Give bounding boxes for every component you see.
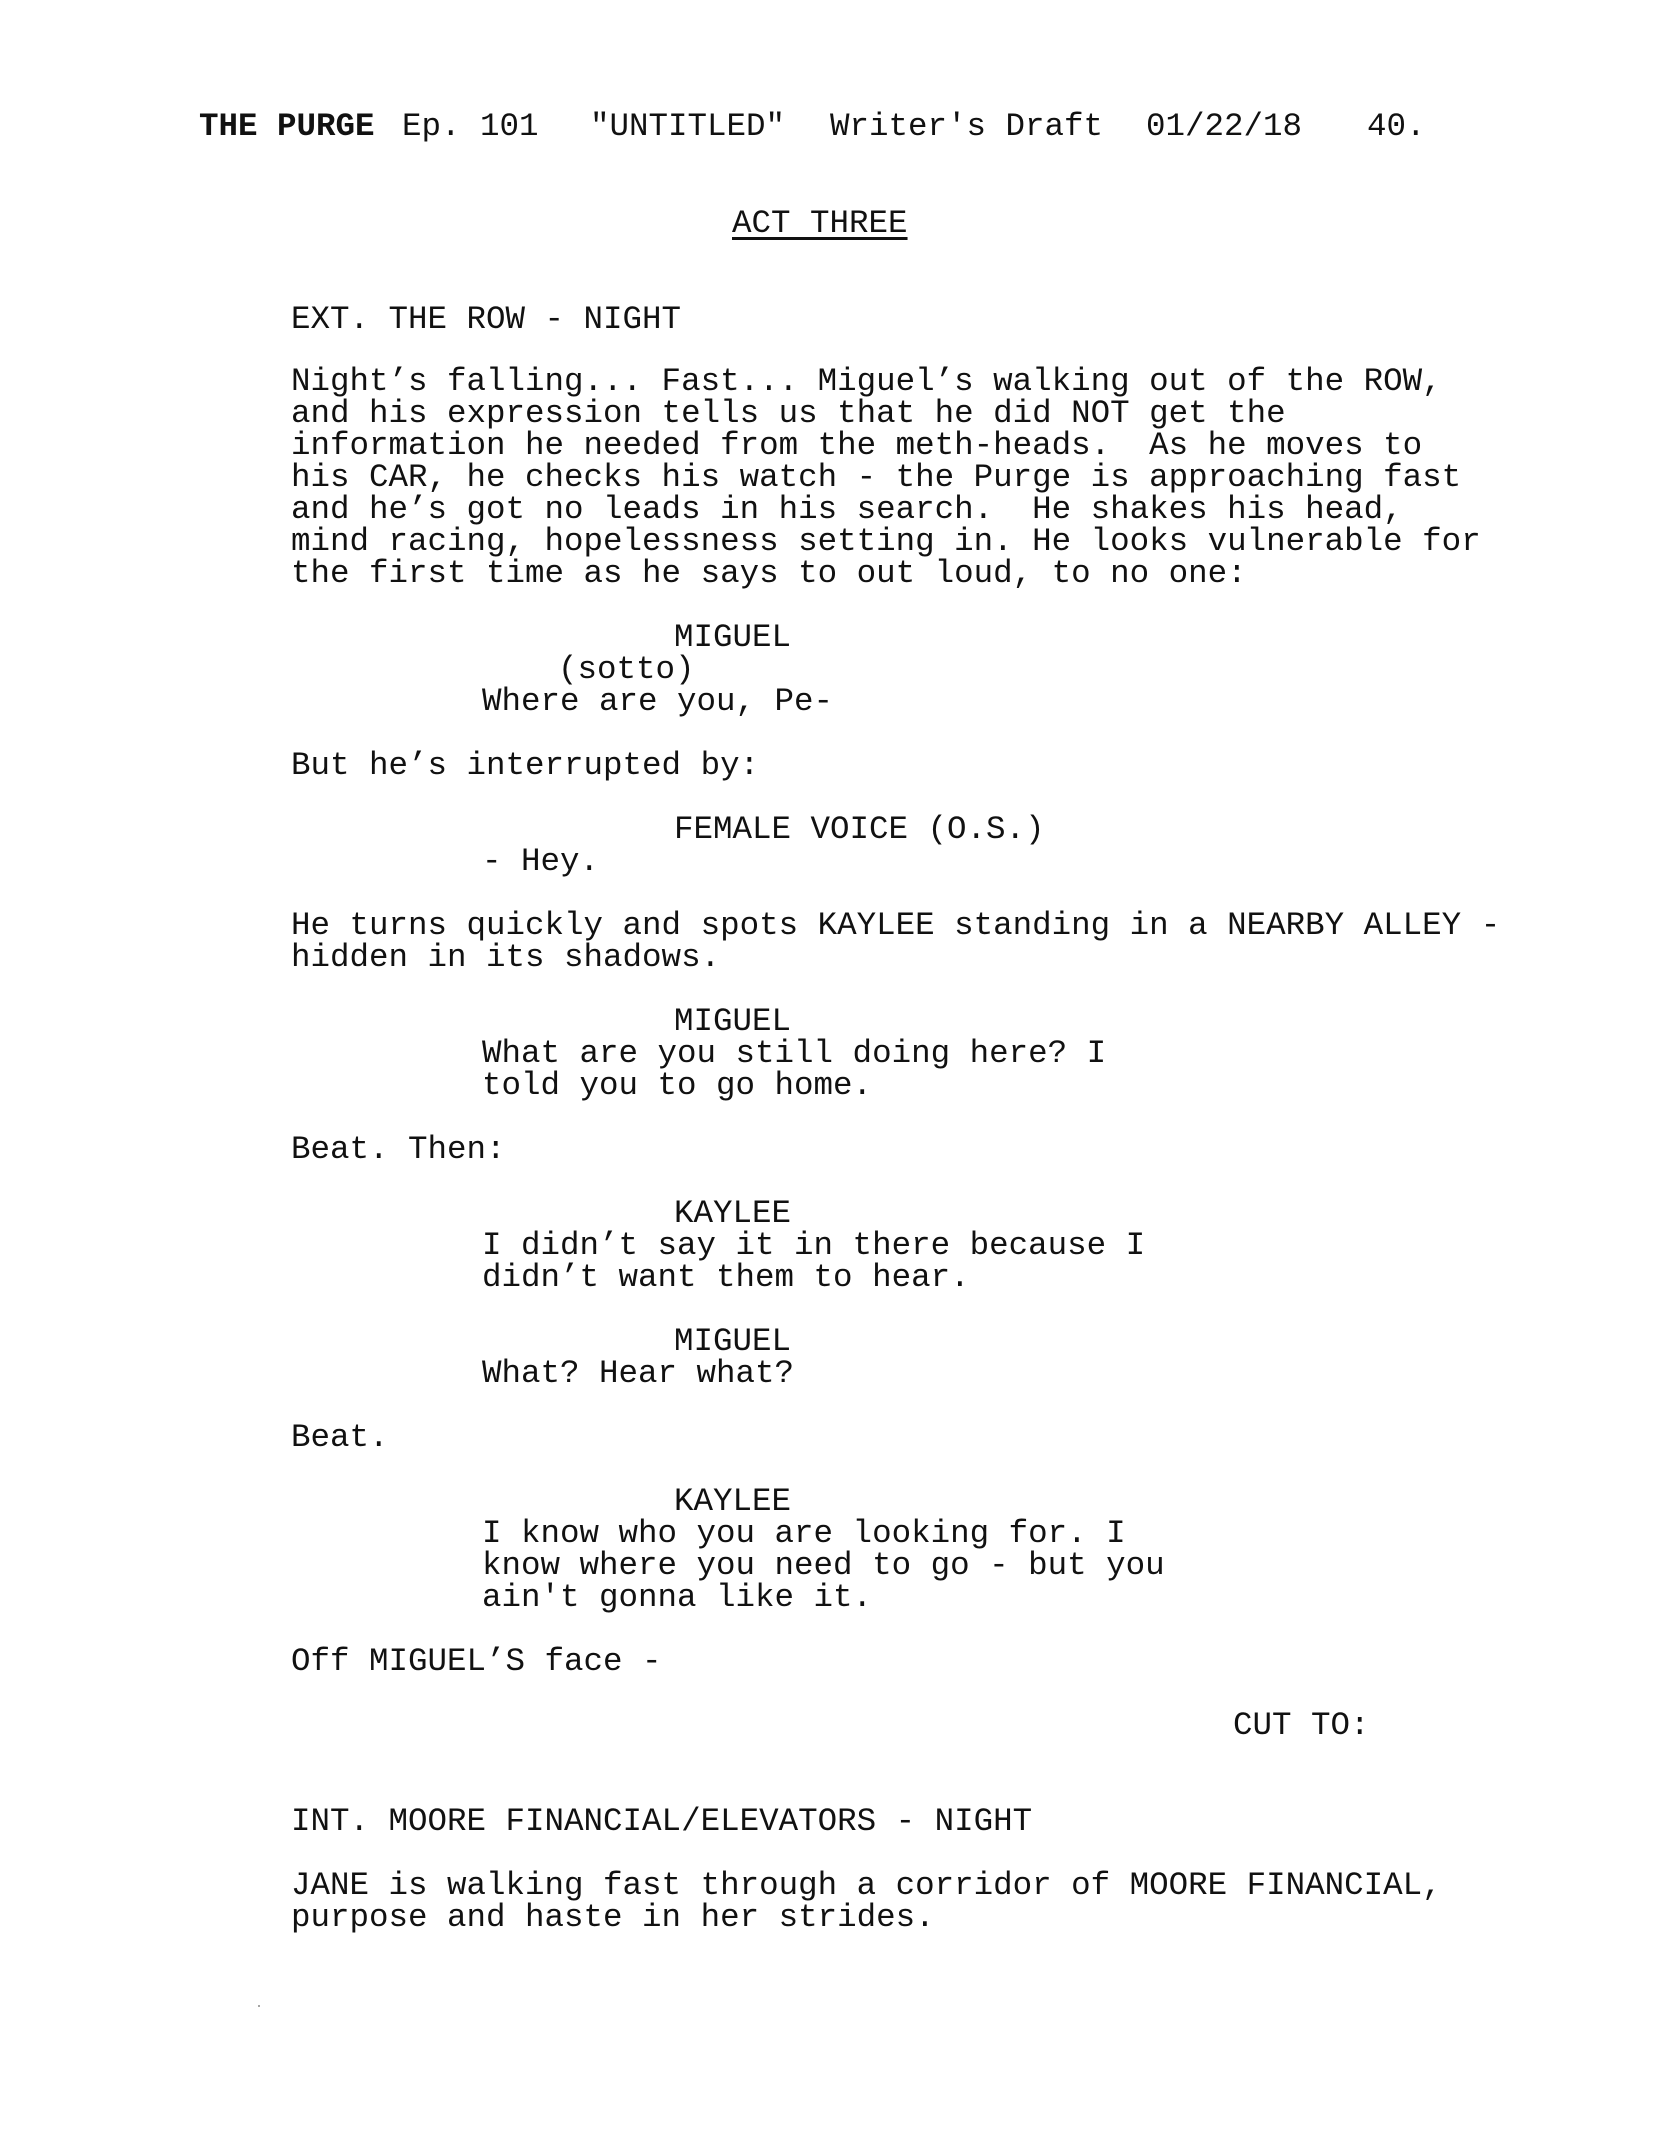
dialogue-line: I know who you are looking for. I bbox=[482, 1515, 1126, 1552]
transition: CUT TO: bbox=[1233, 1707, 1370, 1744]
dialogue-line: know where you need to go - but you bbox=[482, 1547, 1165, 1584]
dialogue-line: ain't gonna like it. bbox=[482, 1579, 873, 1616]
action-line: and his expression tells us that he did NOT get the bbox=[291, 395, 1286, 432]
act-heading: ACT THREE bbox=[732, 205, 908, 242]
action-line: information he needed from the meth-heads. As he moves to bbox=[291, 427, 1423, 464]
action-line: JANE is walking fast through a corridor of MOORE FINANCIAL, bbox=[291, 1867, 1442, 1904]
header-draft: Writer's Draft bbox=[830, 108, 1104, 145]
action-line: hidden in its shadows. bbox=[291, 939, 721, 976]
action-line: Beat. bbox=[291, 1419, 389, 1456]
action-line: the first time as he says to out loud, to no one: bbox=[291, 555, 1247, 592]
dialogue-line: What are you still doing here? I bbox=[482, 1035, 1107, 1072]
character-name: KAYLEE bbox=[674, 1483, 792, 1520]
header-episode-title: "UNTITLED" bbox=[590, 108, 786, 145]
header-episode: Ep. 101 bbox=[402, 108, 539, 145]
dialogue-line: I didn’t say it in there because I bbox=[482, 1227, 1146, 1264]
dialogue-line: What? Hear what? bbox=[482, 1355, 795, 1392]
action-line: He turns quickly and spots KAYLEE standing in a NEARBY ALLEY - bbox=[291, 907, 1501, 944]
dialogue-line: told you to go home. bbox=[482, 1067, 873, 1104]
character-name: FEMALE VOICE (O.S.) bbox=[674, 811, 1045, 848]
character-name: MIGUEL bbox=[674, 1323, 792, 1360]
action-line: Beat. Then: bbox=[291, 1131, 506, 1168]
action-line: mind racing, hopelessness setting in. He looks vulnerable for bbox=[291, 523, 1481, 560]
action-line: his CAR, he checks his watch - the Purge is approaching fast bbox=[291, 459, 1462, 496]
action-line: But he’s interrupted by: bbox=[291, 747, 760, 784]
character-name: MIGUEL bbox=[674, 1003, 792, 1040]
header-show-title: THE PURGE bbox=[199, 108, 375, 145]
parenthetical: (sotto) bbox=[558, 651, 695, 688]
dialogue-line: - Hey. bbox=[482, 843, 600, 880]
action-line: and he’s got no leads in his search. He shakes his head, bbox=[291, 491, 1403, 528]
character-name: KAYLEE bbox=[674, 1195, 792, 1232]
dialogue-line: Where are you, Pe- bbox=[482, 683, 834, 720]
dialogue-line: didn’t want them to hear. bbox=[482, 1259, 970, 1296]
character-name: MIGUEL bbox=[674, 619, 792, 656]
header-page-number: 40. bbox=[1367, 108, 1426, 145]
scene-heading: INT. MOORE FINANCIAL/ELEVATORS - NIGHT bbox=[291, 1803, 1033, 1840]
action-line: Off MIGUEL’S face - bbox=[291, 1643, 662, 1680]
action-line: Night’s falling... Fast... Miguel’s walking out of the ROW, bbox=[291, 363, 1442, 400]
scene-heading: EXT. THE ROW - NIGHT bbox=[291, 301, 682, 338]
header-date: 01/22/18 bbox=[1146, 108, 1303, 145]
action-line: purpose and haste in her strides. bbox=[291, 1899, 935, 1936]
scan-speck bbox=[258, 2005, 260, 2007]
